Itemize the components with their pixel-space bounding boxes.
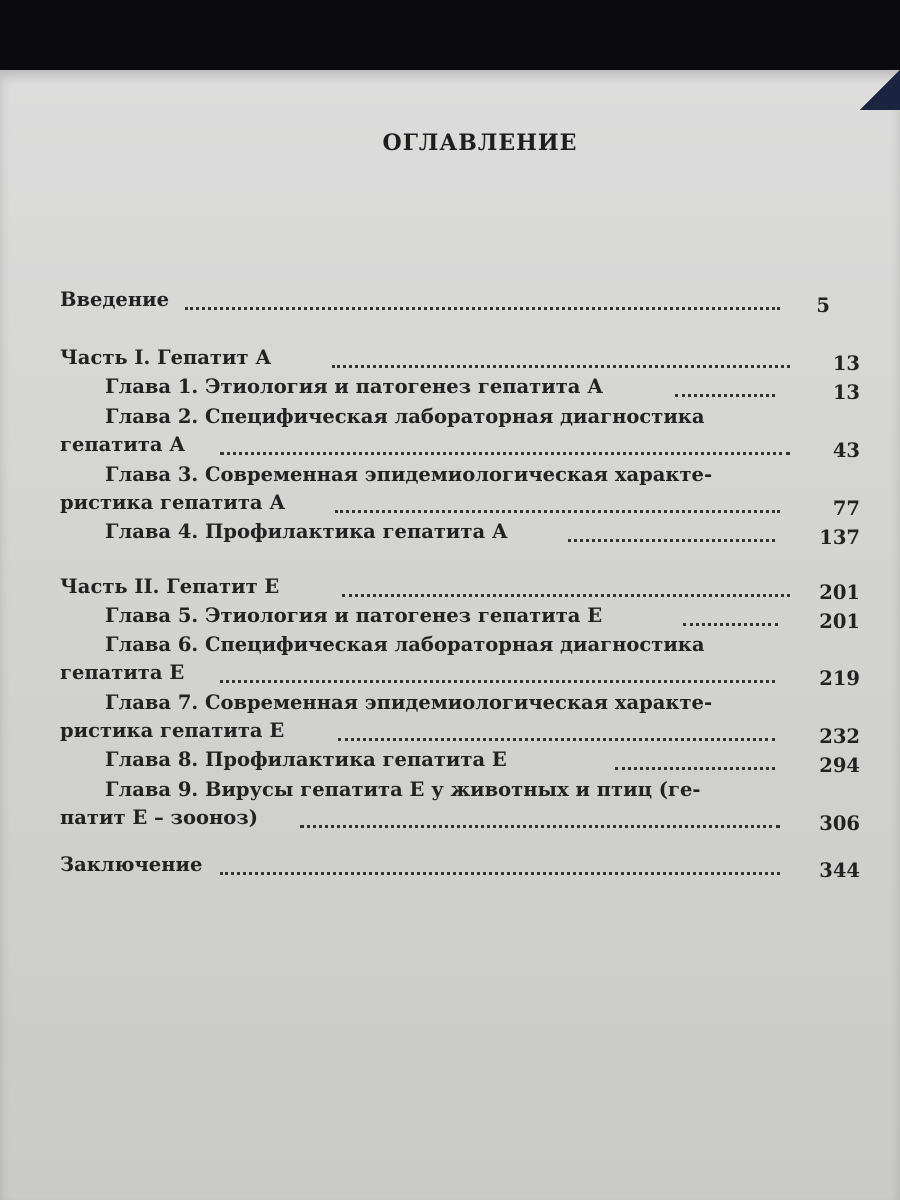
toc-entry-label: Глава 1. Этиология и патогенез гепатита А (105, 375, 604, 398)
toc-leader-dots (568, 527, 775, 542)
toc-page-number: 201 (819, 610, 860, 633)
toc-entry-chapter-5 (60, 601, 860, 631)
toc-leader-dots (185, 295, 780, 310)
toc-leader-dots (342, 582, 790, 597)
toc-entry-label: патит Е – зооноз) (60, 806, 258, 829)
toc-entry-label: Заключение (60, 853, 203, 876)
toc-entry-label: гепатита Е (60, 661, 185, 684)
toc-leader-dots (683, 611, 778, 626)
toc-entry-part-2 (60, 572, 860, 602)
toc-leader-dots (335, 498, 780, 513)
toc-entry-conclusion (60, 850, 860, 880)
toc-entry-chapter-9-line-1 (60, 775, 860, 805)
toc-entry-introduction (60, 285, 860, 315)
toc-page-number: 232 (819, 725, 860, 748)
toc-entry-label: Глава 7. Современная эпидемиологическая характе- (105, 691, 713, 714)
toc-page-number: 344 (819, 859, 860, 882)
toc-entry-part-1 (60, 343, 860, 373)
toc-entry-chapter-8 (60, 745, 860, 775)
page-title: ОГЛАВЛЕНИЕ (382, 130, 578, 156)
toc-entry-label: Глава 2. Специфическая лабораторная диагностика (105, 405, 705, 428)
toc-entry-label: Глава 8. Профилактика гепатита Е (105, 748, 507, 771)
toc-page-number: 137 (819, 526, 860, 549)
toc-entry-chapter-7-line-2 (60, 716, 860, 746)
toc-leader-dots (300, 813, 780, 828)
toc-entry-chapter-3-line-1 (60, 460, 860, 490)
toc-leader-dots (220, 668, 775, 683)
toc-leader-dots (338, 726, 775, 741)
toc-entry-chapter-2-line-2 (60, 430, 860, 460)
toc-entry-chapter-4 (60, 517, 860, 547)
toc-entry-chapter-7-line-1 (60, 688, 860, 718)
toc-page-number: 77 (832, 497, 860, 520)
toc-entry-label: Часть I. Гепатит А (60, 346, 272, 369)
toc-entry-chapter-3-line-2 (60, 488, 860, 518)
toc-entry-label: Часть II. Гепатит Е (60, 575, 280, 598)
toc-entry-label: Глава 6. Специфическая лабораторная диагностика (105, 633, 705, 656)
toc-entry-label: гепатита А (60, 433, 186, 456)
toc-page-number: 219 (819, 667, 860, 690)
toc-entry-chapter-2-line-1 (60, 402, 860, 432)
toc-entry-label: ристика гепатита Е (60, 719, 285, 742)
toc-page-number: 5 (816, 294, 830, 317)
toc-leader-dots (220, 440, 790, 455)
toc-entry-chapter-9-line-2 (60, 803, 860, 833)
toc-entry-chapter-1 (60, 372, 860, 402)
toc-entry-label: Введение (60, 288, 169, 311)
toc-page-number: 201 (819, 581, 860, 604)
toc-leader-dots (220, 860, 780, 875)
toc-entry-label: Глава 9. Вирусы гепатита Е у животных и птиц (ге- (105, 778, 701, 801)
toc-leader-dots (675, 382, 775, 397)
toc-page-number: 306 (819, 812, 860, 835)
toc-entry-label: ристика гепатита А (60, 491, 286, 514)
toc-page-number: 13 (832, 381, 860, 404)
toc-entry-label: Глава 4. Профилактика гепатита А (105, 520, 508, 543)
toc-entry-label: Глава 5. Этиология и патогенез гепатита Е (105, 604, 603, 627)
toc-leader-dots (615, 755, 775, 770)
toc-page-number: 43 (832, 439, 860, 462)
toc-entry-chapter-6-line-2 (60, 658, 860, 688)
toc-page-number: 294 (819, 754, 860, 777)
toc-page-number: 13 (832, 352, 860, 375)
toc-entry-label: Глава 3. Современная эпидемиологическая характе- (105, 463, 713, 486)
toc-entry-chapter-6-line-1 (60, 630, 860, 660)
toc-leader-dots (332, 353, 790, 368)
